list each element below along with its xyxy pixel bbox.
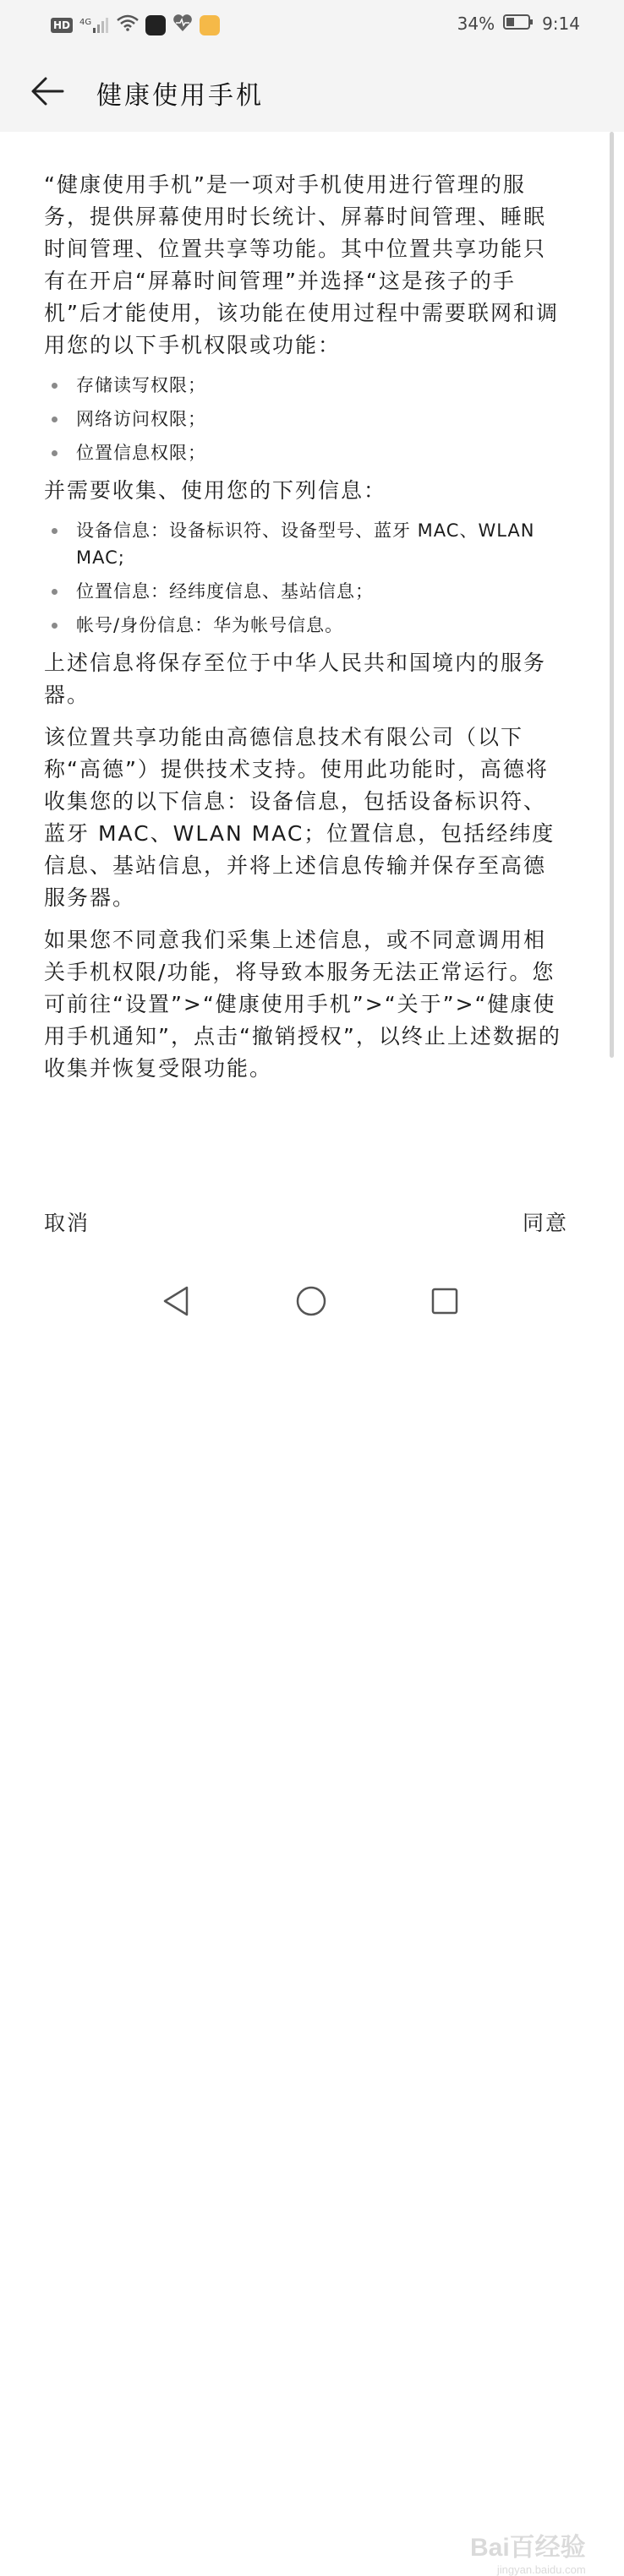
network-type: 4G — [79, 17, 92, 27]
list-item: 设备信息：设备标识符、设备型号、蓝牙 MAC、WLAN MAC; — [44, 517, 568, 571]
scrollbar[interactable] — [610, 132, 614, 1058]
status-bar — [0, 0, 624, 51]
agree-button[interactable]: 同意 — [523, 1206, 568, 1237]
clock-time: 9:14 — [542, 14, 580, 34]
triangle-back-icon — [161, 1285, 190, 1317]
signal-icon — [79, 18, 110, 33]
privacy-notice-content[interactable] — [44, 169, 568, 1095]
list-item: 位置信息：经纬度信息、基站信息； — [44, 578, 568, 605]
battery-icon — [503, 14, 534, 34]
intro-paragraph: “健康使用手机”是一项对手机使用进行管理的服务，提供屏幕使用时长统计、屏幕时间管理、睡眠时间管理、位置共享等功能。其中位置共享功能只有在开启“屏幕时间管理”并选择“这是孩子的手机”后才能使用，该功能在使用过程中需要联网和调用您的以下手机权限或功能： — [44, 172, 559, 357]
hd-badge: HD — [51, 18, 73, 33]
collected-info-list — [44, 517, 568, 639]
title-bar — [0, 51, 624, 132]
circle-home-icon — [295, 1285, 327, 1317]
square-recents-icon — [430, 1287, 459, 1315]
permission-list — [44, 372, 568, 466]
system-navigation-bar — [0, 1259, 624, 2576]
heart-rate-icon — [172, 14, 193, 36]
back-button[interactable] — [25, 69, 69, 113]
nav-home-button[interactable] — [286, 1276, 337, 1326]
watermark-brand: Bai百经验 — [470, 2534, 586, 2562]
status-icons-right — [457, 14, 580, 34]
app-notification-icon — [145, 15, 166, 35]
back-arrow-icon — [30, 76, 64, 106]
list-item: 帐号/身份信息：华为帐号信息。 — [44, 612, 568, 639]
bottom-action-bar — [0, 1186, 624, 1254]
page-title: 健康使用手机 — [96, 81, 264, 111]
collect-heading: 并需要收集、使用您的下列信息： — [44, 478, 387, 503]
nav-back-button[interactable] — [151, 1276, 201, 1326]
battery-percentage: 34% — [457, 14, 495, 34]
gallery-app-icon — [200, 15, 220, 35]
list-item: 位置信息权限； — [44, 439, 568, 466]
watermark-site: jingyan.baidu.com — [496, 2563, 586, 2576]
status-icons-left — [51, 14, 220, 36]
storage-paragraph: 上述信息将保存至位于中华人民共和国境内的服务器。 — [44, 651, 547, 707]
list-item: 网络访问权限； — [44, 406, 568, 433]
amap-paragraph: 该位置共享功能由高德信息技术有限公司（以下称“高德”）提供技术支持。使用此功能时，高德将收集您的以下信息：设备信息，包括设备标识符、蓝牙 MAC、WLAN MAC；位置信息，包括经纬度信息、基站信息，并将上述信息传输并保存至高德服务器。 — [44, 725, 556, 910]
cancel-button[interactable]: 取消 — [44, 1206, 90, 1237]
nav-recents-button[interactable] — [419, 1276, 470, 1326]
wifi-icon — [117, 14, 139, 35]
list-item: 存储读写权限； — [44, 372, 568, 399]
revoke-paragraph: 如果您不同意我们采集上述信息，或不同意调用相关手机权限/功能，将导致本服务无法正常运行。您可前往“设置”>“健康使用手机”>“关于”>“健康使用手机通知”，点击“撤销授权”，以终止上述数据的收集并恢复受限功能。 — [44, 928, 561, 1081]
baidu-jingyan-watermark — [470, 2526, 586, 2576]
